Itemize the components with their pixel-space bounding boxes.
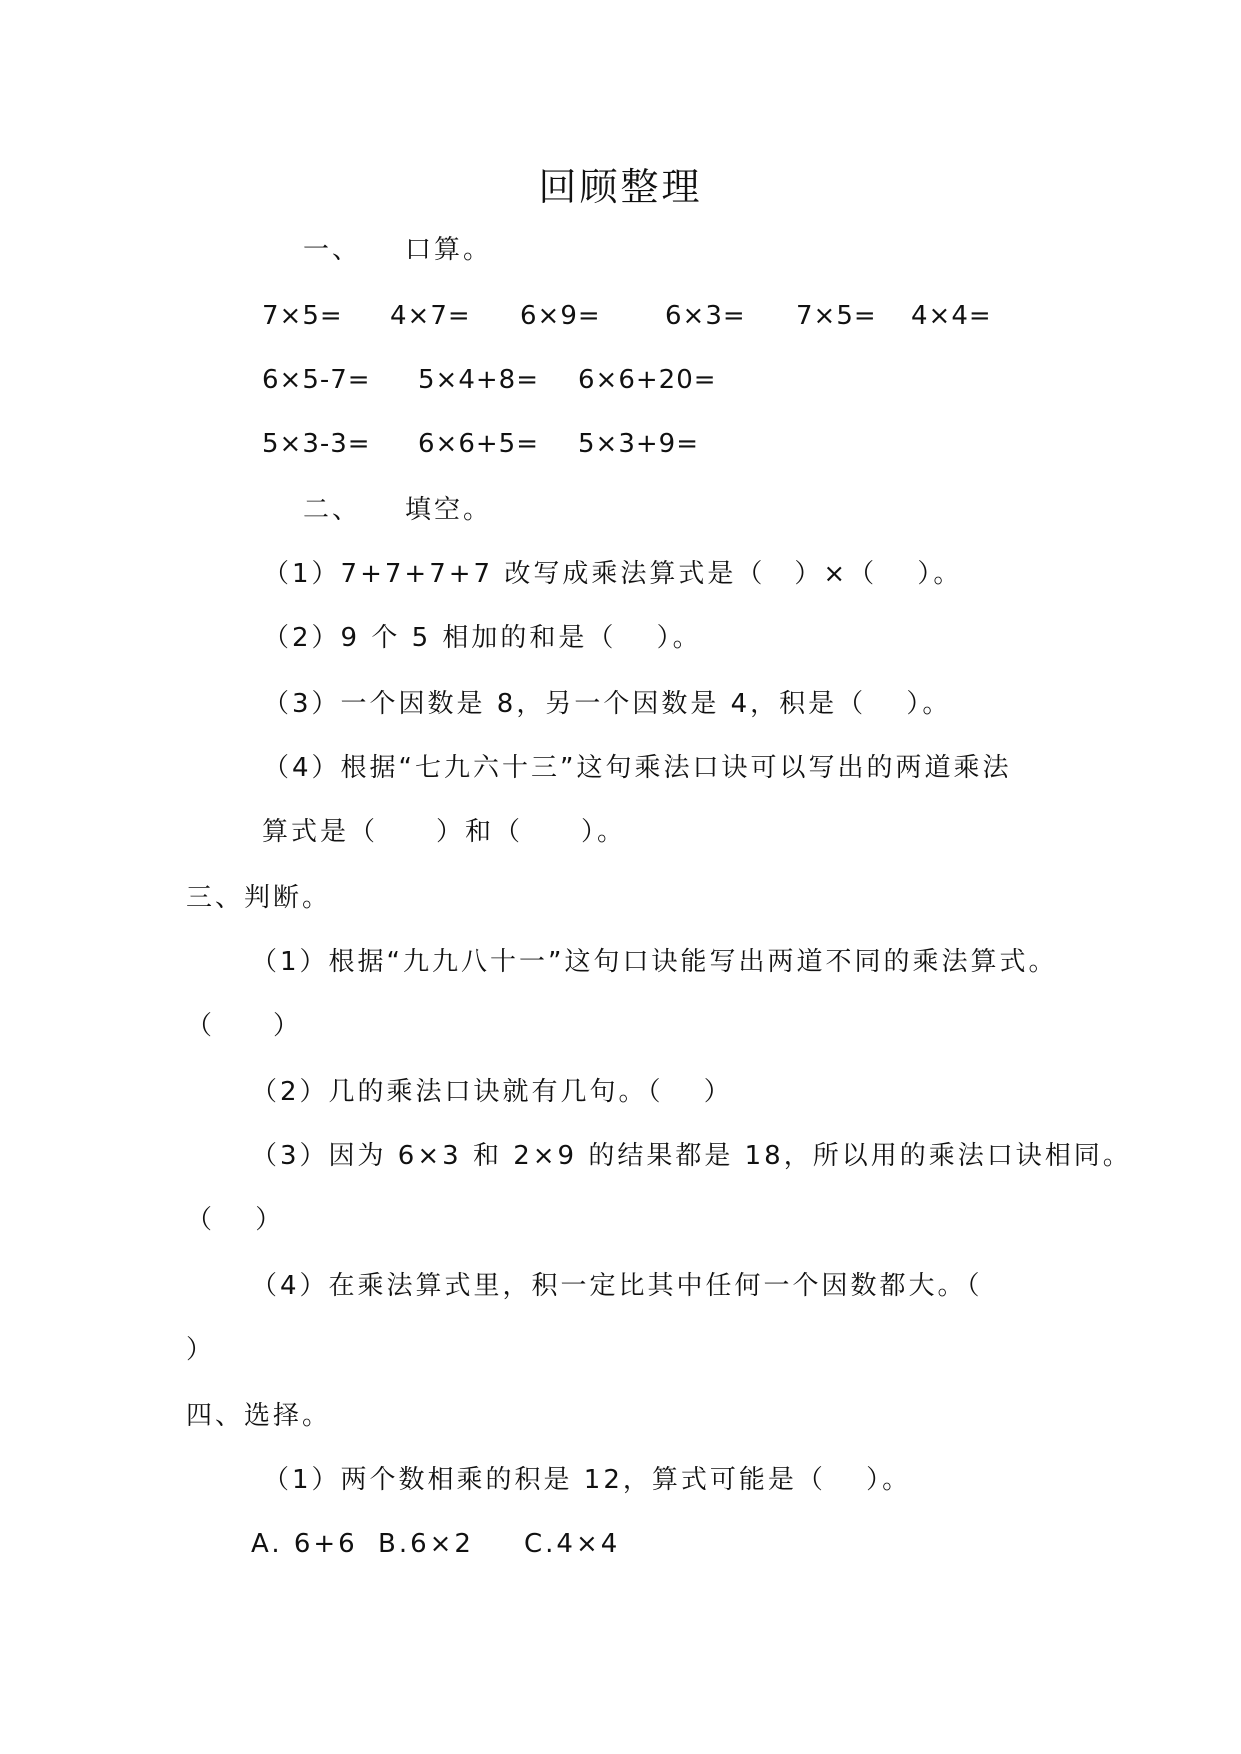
oral-calc-item: 5×3-3=	[262, 429, 371, 459]
oral-calc-item: 5×4+8=	[418, 365, 539, 395]
oral-calc-item: 6×6+20=	[578, 365, 717, 395]
oral-calc-item: 5×3+9=	[578, 429, 699, 459]
oral-calc-item: 6×5-7=	[262, 365, 371, 395]
fill-question-3: （3）一个因数是 8，另一个因数是 4，积是（ ）。	[263, 689, 952, 719]
fill-question-2: （2）9 个 5 相加的和是（ ）。	[263, 623, 702, 653]
oral-calc-item: 4×4=	[911, 301, 992, 331]
fill-question-4-line-2: 算式是（ ）和（ ）。	[262, 817, 627, 847]
judge-question-1-line-2: （ ）	[186, 1011, 303, 1041]
page-title: 回顾整理	[538, 165, 703, 209]
judge-question-2: （2）几的乘法口诀就有几句。（ ）	[251, 1077, 733, 1107]
oral-calc-item: 6×9=	[520, 301, 601, 331]
choice-option-c: C.4×4	[524, 1529, 621, 1559]
judge-question-4-line-2: ）	[186, 1335, 216, 1365]
judge-question-3-line-2: （ ）	[186, 1205, 285, 1235]
choice-option-a: A. 6+6	[251, 1529, 358, 1559]
oral-calc-item: 7×5=	[262, 301, 343, 331]
oral-calc-item: 7×5=	[796, 301, 877, 331]
section-1-heading: 口算。	[405, 235, 493, 265]
judge-question-4-line-1: （4）在乘法算式里，积一定比其中任何一个因数都大。（	[251, 1271, 983, 1301]
section-1-number: 一、	[303, 235, 362, 265]
judge-question-1-line-1: （1）根据“九九八十一”这句口诀能写出两道不同的乘法算式。	[251, 947, 1058, 977]
section-3-heading: 三、判断。	[186, 883, 332, 913]
section-2-heading: 填空。	[405, 495, 493, 525]
section-4-heading: 四、选择。	[186, 1401, 332, 1431]
section-2-number: 二、	[303, 495, 362, 525]
fill-question-4-line-1: （4）根据“七九六十三”这句乘法口诀可以写出的两道乘法	[263, 753, 1012, 783]
choice-question-1: （1）两个数相乘的积是 12，算式可能是（ ）。	[263, 1465, 912, 1495]
fill-question-1: （1）7+7+7+7 改写成乘法算式是（ ）×（ ）。	[263, 559, 963, 589]
judge-question-3-line-1: （3）因为 6×3 和 2×9 的结果都是 18，所以用的乘法口诀相同。	[251, 1141, 1132, 1171]
oral-calc-item: 6×6+5=	[418, 429, 539, 459]
choice-option-b: B.6×2	[378, 1529, 474, 1559]
oral-calc-item: 4×7=	[390, 301, 471, 331]
oral-calc-item: 6×3=	[665, 301, 746, 331]
